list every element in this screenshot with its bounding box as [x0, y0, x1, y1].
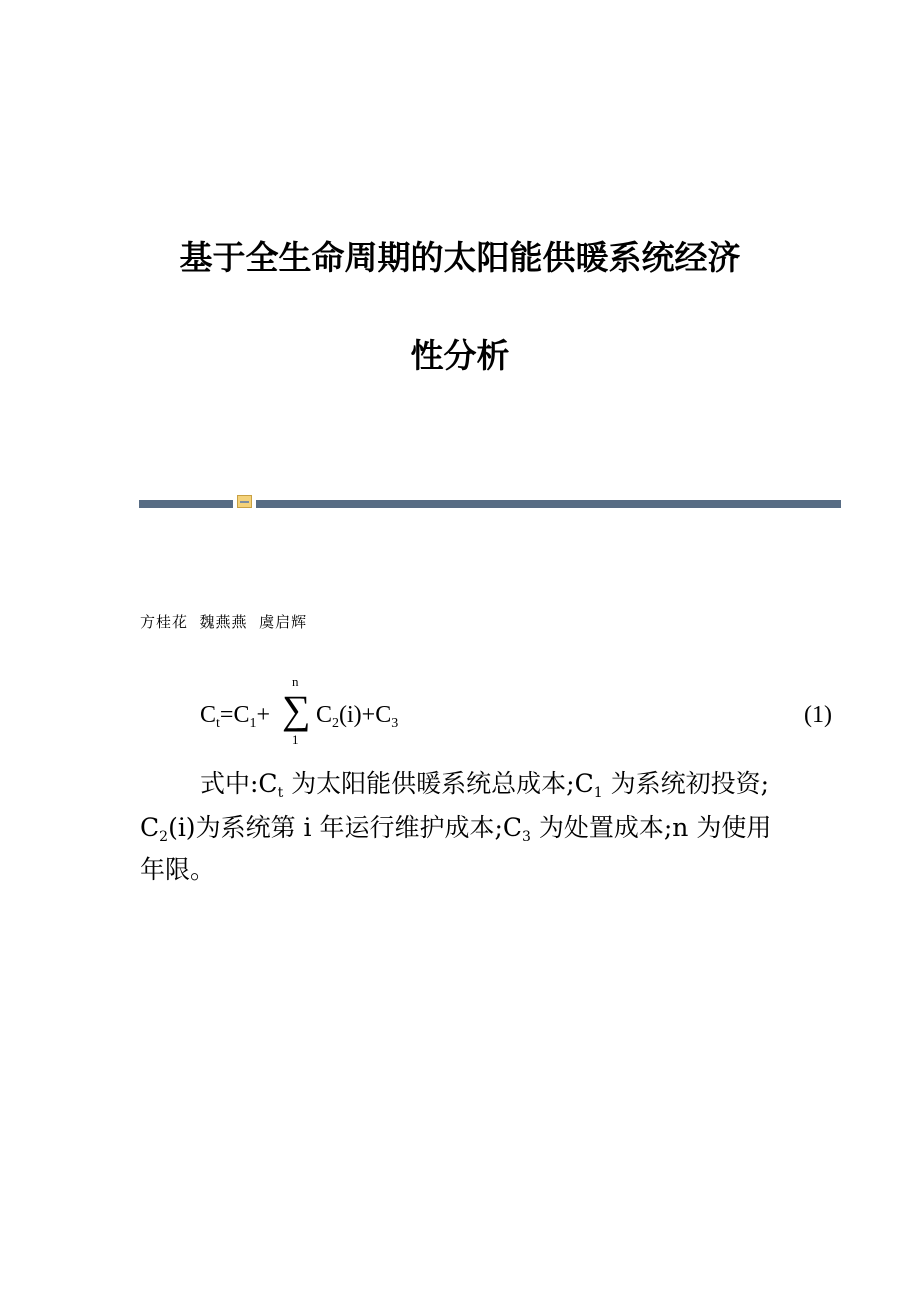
para-sub: 3 [522, 829, 531, 845]
para-text: 式中:C [200, 769, 278, 798]
sum-upper-limit: n [292, 674, 299, 689]
para-text: (i)为系统第 i 年运行维护成本;C [168, 813, 523, 842]
para-sub: 1 [593, 785, 603, 801]
divider-bar-left [139, 500, 233, 508]
formula-c3-sub: 3 [391, 716, 399, 731]
formula-c1-sub: 1 [249, 716, 257, 731]
paragraph-line-1 [200, 764, 769, 801]
para-text: 为处置成本;n 为使用 [530, 813, 772, 842]
formula-c2-arg: (i)+C [339, 702, 392, 728]
para-text: 为系统初投资; [602, 769, 769, 798]
paragraph-line-2 [140, 808, 771, 845]
paragraph-line-3: 年限。 [140, 855, 216, 884]
formula-lhs [200, 702, 270, 732]
equation-number: (1) [804, 702, 832, 728]
authors: 方桂花 魏燕燕 虞启辉 [140, 613, 308, 631]
para-text: 为太阳能供暖系统总成本;C [283, 769, 594, 798]
para-sub: t [277, 785, 284, 801]
formula-lhs-sub: t [216, 716, 220, 731]
formula-rhs [316, 702, 398, 732]
document-title-line-2: 性分析 [410, 336, 510, 375]
para-text: C [140, 813, 160, 842]
formula-c1: =C [219, 702, 250, 728]
formula-lhs-symbol: C [200, 702, 217, 728]
envelope-icon [237, 495, 252, 508]
formula-equation-1 [200, 674, 836, 748]
formula-plus: + [256, 702, 270, 728]
divider-bar-right [256, 500, 841, 508]
title-divider [139, 500, 841, 508]
formula-c2: C [316, 702, 333, 728]
formula-c2-sub: 2 [332, 716, 340, 731]
sum-symbol: ∑ [282, 687, 311, 732]
sum-lower-limit: 1 [292, 732, 299, 747]
document-title-line-1: 基于全生命周期的太阳能供暖系统经济 [179, 238, 741, 277]
para-sub: 2 [159, 829, 169, 845]
